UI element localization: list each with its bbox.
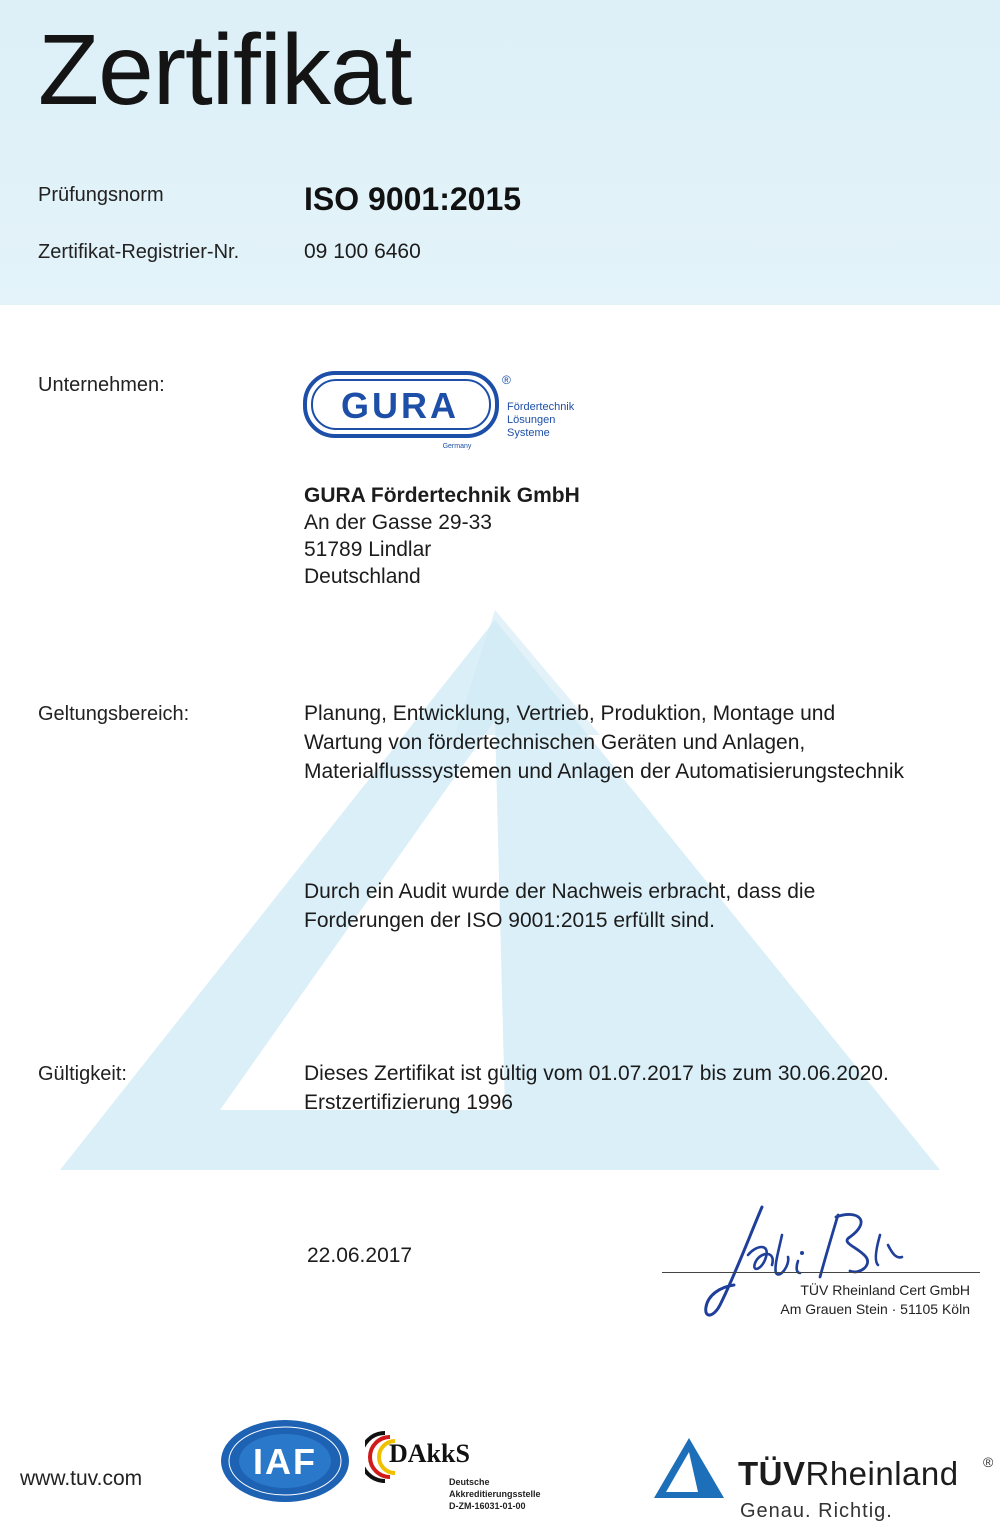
company-label: Unternehmen: [38, 374, 165, 396]
scope-line: Materialflusssystemen und Anlagen der Automatisierungstechnik [304, 760, 904, 783]
registration-number: 09 100 6460 [304, 240, 421, 263]
audit-statement: Durch ein Audit wurde der Nachweis erbracht, dass die [304, 880, 816, 903]
tuv-brand-light: Rheinland [805, 1455, 959, 1492]
company-country: Deutschland [304, 565, 421, 588]
certificate-title: Zertifikat [38, 14, 412, 126]
issuer-name: TÜV Rheinland Cert GmbH [800, 1282, 970, 1298]
scope-line: Wartung von fördertechnischen Geräten und Anlagen, [304, 731, 806, 754]
tuv-brand-bold: TÜV [738, 1455, 806, 1492]
tuv-brand-name [738, 1455, 959, 1493]
dakks-line: Deutsche [449, 1477, 490, 1487]
website-link[interactable]: www.tuv.com [20, 1467, 143, 1490]
scope-line: Planung, Entwicklung, Vertrieb, Produktion, Montage und [304, 702, 836, 725]
signature-line [662, 1272, 980, 1273]
dakks-line: D-ZM-16031-01-00 [449, 1501, 526, 1511]
svg-text:Fördertechnik: Fördertechnik [507, 401, 575, 413]
svg-text:Lösungen: Lösungen [507, 414, 556, 426]
gura-logo [302, 370, 622, 455]
norm-value: ISO 9001:2015 [304, 181, 522, 217]
tuv-triangle-logo [652, 1436, 726, 1502]
tuv-slogan: Genau. Richtig. [740, 1500, 893, 1522]
iaf-seal [218, 1418, 352, 1504]
validity-period: Dieses Zertifikat ist gültig vom 01.07.2017 bis zum 30.06.2020. [304, 1062, 889, 1085]
first-certification: Erstzertifizierung 1996 [304, 1091, 513, 1114]
norm-label: Prüfungsnorm [38, 184, 164, 206]
svg-text:Germany: Germany [442, 443, 472, 450]
issuer-address: Am Grauen Stein · 51105 Köln [780, 1301, 970, 1317]
dakks-logo [365, 1425, 575, 1520]
dakks-line: Akkreditierungsstelle [449, 1489, 541, 1499]
audit-statement: Forderungen der ISO 9001:2015 erfüllt sind. [304, 909, 715, 932]
validity-label: Gültigkeit: [38, 1063, 127, 1085]
tuv-registered-mark: ® [983, 1454, 994, 1470]
svg-text:Systeme: Systeme [507, 427, 550, 439]
company-name: GURA Fördertechnik GmbH [304, 484, 580, 507]
company-city: 51789 Lindlar [304, 538, 432, 561]
scope-label: Geltungsbereich: [38, 703, 190, 725]
company-street: An der Gasse 29-33 [304, 511, 492, 534]
registration-label: Zertifikat-Registrier-Nr. [38, 241, 240, 263]
issue-date: 22.06.2017 [307, 1244, 413, 1267]
dakks-name: DAkkS [389, 1439, 470, 1468]
svg-text:IAF: IAF [253, 1441, 317, 1482]
svg-text:GURA: GURA [341, 385, 459, 426]
svg-text:®: ® [502, 373, 511, 387]
